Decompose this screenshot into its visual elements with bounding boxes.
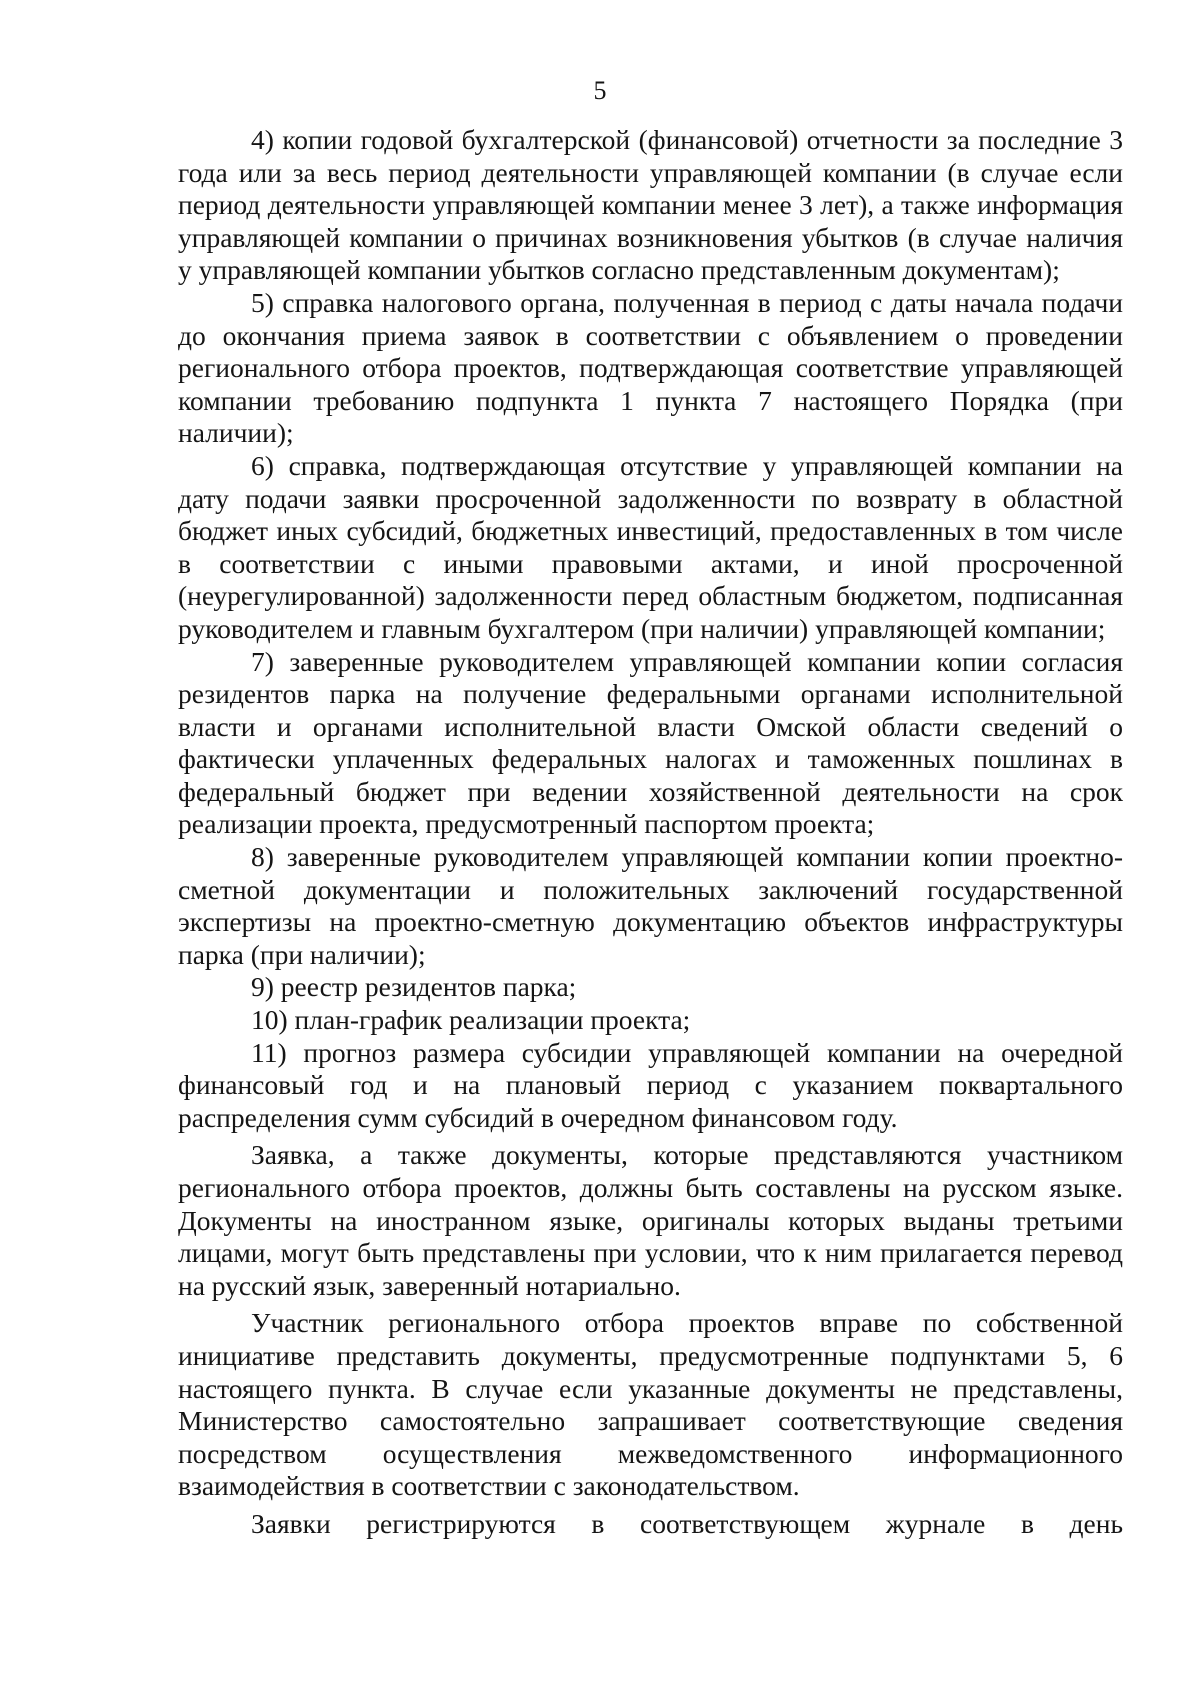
paragraph-item-8: 8) заверенные руководителем управляющей компании копии проектно-сметной документации и положительных заключений государственной экспертизы на проектно-сметную документацию объектов инфраструктуры парка (при наличии);	[178, 841, 1123, 970]
paragraph-item-5: 5) справка налогового органа, полученная в период с даты начала подачи до окончания приема заявок в соответствии с объявлением о проведении регионального отбора проектов, подтверждающая соответствие управляющей компании требованию подпункта 1 пункта 7 настоящего Порядка (при наличии);	[178, 286, 1123, 449]
document-body	[178, 124, 1123, 1541]
paragraph-item-9: 9) реестр резидентов парка;	[251, 971, 577, 1003]
paragraph-item-10: 10) план-график реализации проекта;	[251, 1004, 691, 1036]
paragraph-item-7: 7) заверенные руководителем управляющей компании копии согласия резидентов парка на получение федеральными органами исполнительной власти и органами исполнительной власти Омской области сведений о фактически уплаченных федеральных налогах и таможенных пошлинах в федеральный бюджет при ведении хозяйственной деятельности на срок реализации проекта, предусмотренный паспортом проекта;	[178, 645, 1123, 840]
paragraph-registration: Заявки регистрируются в соответствующем журнале в день	[251, 1507, 1123, 1539]
paragraph-item-6: 6) справка, подтверждающая отсутствие у управляющей компании на дату подачи заявки просроченной задолженности по возврату в областной бюджет иных субсидий, бюджетных инвестиций, предоставленных в том числе в соответствии с иными правовыми актами, и иной просроченной (неурегулированной) задолженности перед областным бюджетом, подписанная руководителем и главным бухгалтером (при наличии) управляющей компании;	[178, 449, 1123, 644]
paragraph-item-4: 4) копии годовой бухгалтерской (финансовой) отчетности за последние 3 года или за весь период деятельности управляющей компании (в случае если период деятельности управляющей компании менее 3 лет), а также информация управляющей компании о причинах возникновения убытков (в случае наличия у управляющей компании убытков согласно представленным документам);	[178, 124, 1123, 286]
paragraph-item-11: 11) прогноз размера субсидии управляющей компании на очередной финансовый год и на плановый период с указанием поквартального распределения сумм субсидий в очередном финансовом году.	[178, 1036, 1123, 1133]
paragraph-application-language: Заявка, а также документы, которые представляются участником регионального отбора проектов, должны быть составлены на русском языке. Документы на иностранном языке, оригиналы которых выданы третьими лицами, могут быть представлены при условии, что к ним прилагается перевод на русский язык, заверенный нотариально.	[178, 1139, 1123, 1301]
paragraph-participant-initiative: Участник регионального отбора проектов вправе по собственной инициативе представить документы, предусмотренные подпунктами 5, 6 настоящего пункта. В случае если указанные документы не представлены, Министерство самостоятельно запрашивает соответствующие сведения посредством осуществления межведомственного информационного взаимодействия в соответствии с законодательством.	[178, 1307, 1123, 1502]
page-number: 5	[593, 76, 607, 105]
